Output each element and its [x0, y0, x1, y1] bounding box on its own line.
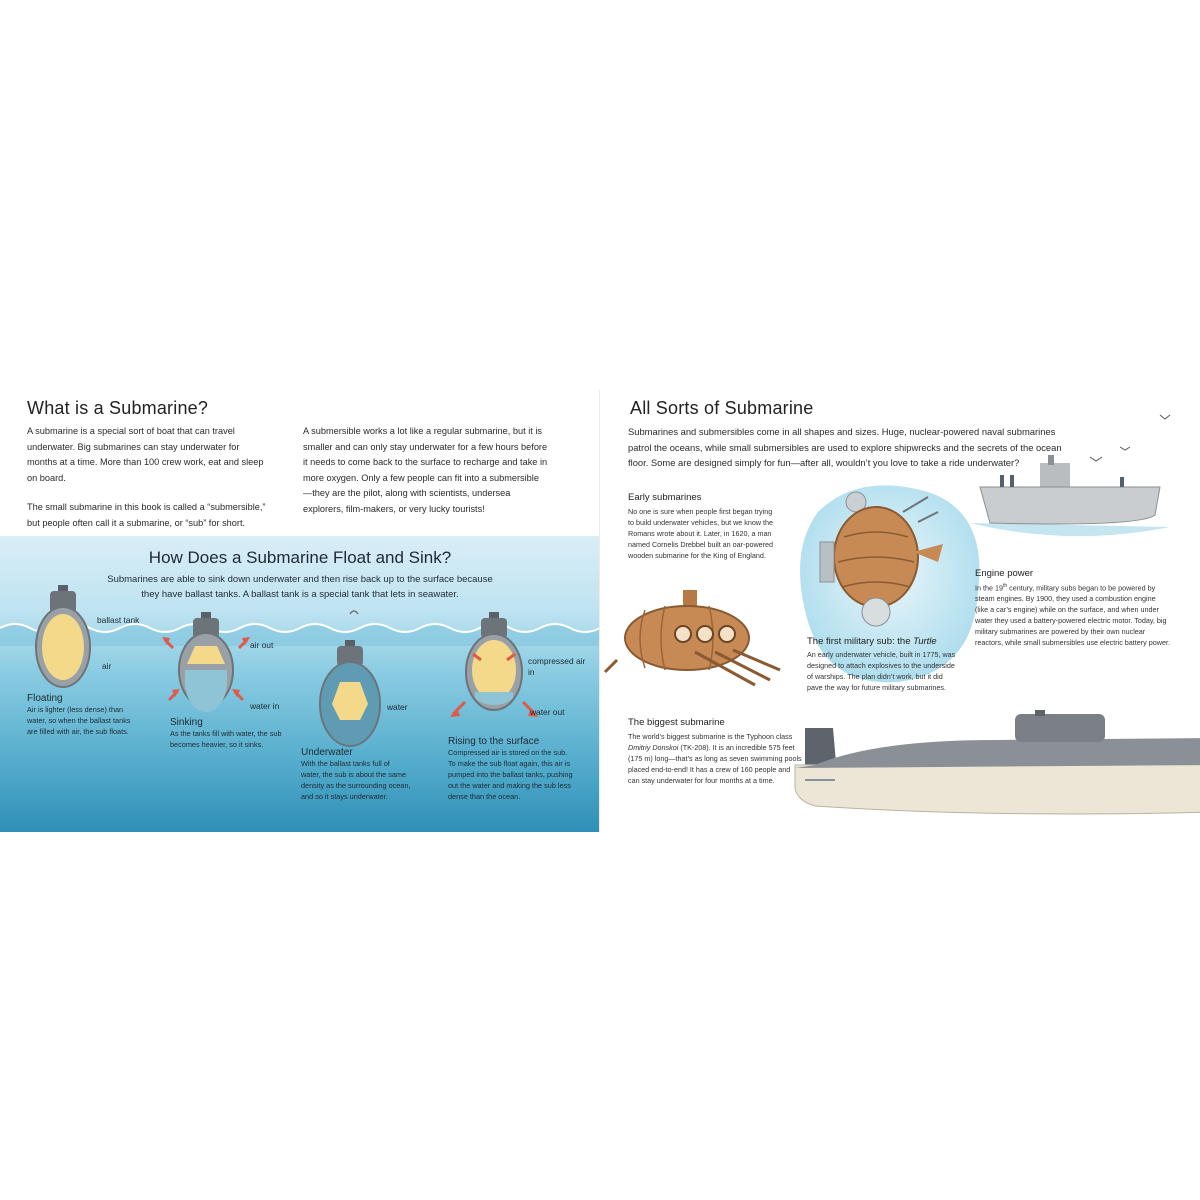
- caption-sinking-text: As the tanks fill with water, the sub becomes heavier, so it sinks.: [170, 729, 282, 749]
- caption-rising-title: Rising to the surface: [448, 736, 540, 747]
- label-water-in: water in: [250, 701, 280, 711]
- caption-underwater-text: With the ballast tanks full of water, the sub is about the same density as the surrounding ocean, and so it stays underwater.: [301, 759, 411, 801]
- label-water: water: [387, 702, 408, 712]
- early-subs-text: No one is sure when people first began trying to build underwater vehicles, but we know the Romans wrote about it. Later, in 1620, a man named Cornelis Drebbel built an oar-powered wooden submarine for the King of England.: [628, 507, 774, 560]
- label-air-out: air out: [250, 640, 274, 650]
- biggest-text-italic: Dmitriy Donskoi: [628, 743, 679, 752]
- engine-text-body: century, military subs began to be powered by steam engines. By 1900, they used a combustion engine (like a car’s engine) while on the surface, and when under water they used a battery-powered electric motor. Today, big military submarines are powered by their own nuclear reactors, while small submersibles use electric battery power.: [975, 583, 1170, 648]
- turtle-title-italic: Turtle: [913, 636, 937, 647]
- caption-sinking: [170, 717, 285, 750]
- caption-rising-text: Compressed air is stored on the sub. To make the sub float again, this air is pumped into the ballast tanks, pushing out the water and making the sub less dense than the ocean.: [448, 748, 573, 801]
- intro-column-1: [27, 424, 272, 545]
- caption-floating-text: Air is lighter (less dense) than water, so when the ballast tanks are filled with air, the sub floats.: [27, 705, 131, 736]
- page-title-left: What is a Submarine?: [27, 398, 209, 418]
- caption-rising: [448, 736, 576, 802]
- label-ballast-tank: ballast tank: [97, 615, 140, 625]
- biggest-sub-title: The biggest submarine: [628, 717, 725, 728]
- engine-text-sup: th: [1002, 583, 1008, 589]
- typhoon-submarine: [795, 710, 1200, 820]
- turtle-text: An early underwater vehicle, built in 1775, was designed to attach explosives to the underside of warships. The plan didn’t work, but it did pave the way for future military submarines.: [807, 650, 956, 692]
- early-subs-title: Early submarines: [628, 492, 702, 503]
- turtle-title: [807, 636, 937, 647]
- caption-floating-title: Floating: [27, 693, 63, 704]
- engine-power-text: [975, 581, 1170, 648]
- float-sink-intro: Submarines are able to sink down underwater and then rise back up to the surface because they have ballast tanks. A ballast tank is a special tank that lets in seawater.: [107, 574, 493, 600]
- biggest-sub-text: [628, 731, 803, 786]
- para-submersible-name: The small submarine in this book is called a “submersible,” but people often call it a submarine, or “sub” for short.: [27, 502, 266, 528]
- label-water-out: water out: [530, 707, 565, 717]
- label-air: air: [102, 661, 112, 671]
- engine-text-pre: In the 19: [975, 583, 1003, 593]
- caption-underwater: [301, 747, 411, 802]
- biggest-text-body: (TK-208). It is an incredible 575 feet (175 m) long—that’s as long as seven swimming pools placed end-to-end! It has a crew of 160 people and can stay underwater for four months at a time.: [628, 743, 802, 785]
- book-spread: [0, 390, 1200, 832]
- turtle-title-main: The first military sub: the: [807, 636, 911, 647]
- caption-sinking-title: Sinking: [170, 717, 203, 728]
- para-submersible: A submersible works a lot like a regular submarine, but it is smaller and can only stay underwater for a few hours before it needs to come back to the surface to recharge and take in more oxygen. Only a few people can fit into a submersible—they are the pilot, along with scientists, undersea explorers, film-makers, or very lucky tourists!: [303, 426, 548, 514]
- engine-power-title: Engine power: [975, 568, 1034, 579]
- drebbel-wooden-sub: [605, 590, 765, 690]
- page-title-right: All Sorts of Submarine: [630, 398, 814, 418]
- sub-underwater-diagram: [308, 612, 398, 752]
- intro-column-2: [303, 424, 548, 531]
- para-submarine: A submarine is a special sort of boat that can travel underwater. Big submarines can stay underwater for months at a time. More than 100 crew work, eat and sleep on board.: [27, 426, 264, 483]
- label-compressed-air-in: compressed air in: [528, 656, 586, 677]
- caption-floating: [27, 693, 137, 737]
- surface-submarine: [970, 455, 1170, 545]
- biggest-text-pre: The world’s biggest submarine is the Typhoon class: [628, 732, 793, 741]
- caption-underwater-title: Underwater: [301, 747, 353, 758]
- float-sink-title: How Does a Submarine Float and Sink?: [148, 548, 452, 567]
- right-intro: Submarines and submersibles come in all shapes and sizes. Huge, nuclear-powered naval submarines patrol the oceans, while small submersibles are used to explore shipwrecks and the secrets of the ocean floor. Some are designed simply for fun—after all, wouldn’t you love to take a ride underwater?: [628, 426, 1062, 468]
- right-page: [600, 390, 1200, 832]
- left-page: [0, 390, 600, 832]
